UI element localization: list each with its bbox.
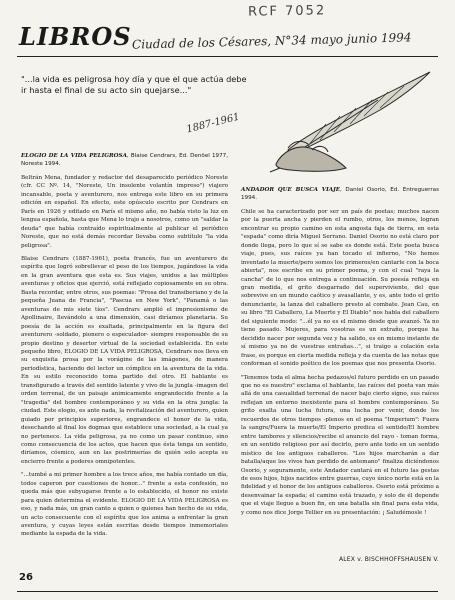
handwritten-citation: Ciudad de los Césares, N°34 mayo junio 1994 — [131, 30, 412, 52]
body-paragraph: Blaise Cendrars (1887-1961), poeta francés, fue un aventurero de espíritu que logró sobrellevar el peso de los tiempos, jugándose la vida en la gran aventura que esta es. Sus viajes, unidos a las múltiples aventuras y oficios que ejerció, está reflejado copiosamente en su obra. Basta recordar, entre otros, sus poemas: "Prosa del transiberiano y de la pequeña Juana de Francia", "Pascua en New York", "Panamá o las aventuras de mis siete tíos". Cendrars amplió el impresionismo de Apollinaire, llevándolo a una dimensión, casi diríamos planetaria. Su poesía de la acción es exaltada, principalmente en la figura del aventurero -soldado, pionero o especulador- siempre responsable de su propio destino y desertor virtual de la sociedad establecida. En este pequeño libro, ELOGIO DE LA VIDA PELIGROSA, Cendrars nos lleva en su exquisita prosa por la vorágine de las imágenes, de manera periodística, haciendo del lector un cómplice en la aventura de la vida. En su estilo reconocido toma partido del otro. El hablante es transfigurado a través del sentido latente y vivo de la jungla -imagen del orden terrenal, de un paisaje animicamente engrandecido frente a la "tragedia" del hombre contemporáneo y su vida en la otra jungla: la ciudad. Este elogio, es ante nada, la revitalización del aventurero, quien guiado por principios superiores, engrandece el honor de la vida, desechando al final los dogmas que establece una sociedad, a la cual ya no pertenece. La vida peligrosa, ya no como un pasar continuo, sino como consecuencia de los actos, que hacen que ésta tenga un sentido, diríamos, cósmico, aun en las postrimerías de quién solo acepta su encierro frente a poderes omnipotentes. — [21, 255, 228, 465]
body-paragraph: "...tumbé a mi primer hombre a los trece años, me había contado un día, todos caperon por cuestiones de honor..." frente a esta confesión, no queda más que subyugarse frente a lo establecido, el honor no existe para quien determina el evidente. ELOGIO DE LA VIDA PELIGROSA es eso, y nada más, un gran canto a quien o quienes han hecho de su vida, un acto consecuente con el espíritu que los anima a enfrentar la gran aventura, y cuyas leyes están escritas desde tiempos inmemoriales mediante la espada de la vida. — [21, 472, 228, 538]
review-heading — [241, 186, 439, 203]
quill-hand-illustration — [268, 64, 436, 174]
author-signature: ALEX v. BISCHHOFFSHAUSEN V. — [338, 556, 439, 563]
header-rule — [17, 56, 438, 57]
page-number: 26 — [19, 572, 33, 583]
body-paragraph: Beltrán Mena, fundador y redactor del desaparecido periódico Noreste (cfr. CC Nº. 14, "Noreste, Un insolente volantín impreso") viajero incansable, poeta y aventurero, nos entrega este libro en su primera edición en español. En efecto, este opúsculo escrito por Cendrars en París en 1926 y editado en París el mismo año, no había visto la luz en lengua española, hasta que Mena lo trajo a nosotros, como un "saldar la deuda" que había contraído espiritualmente al publicar el periódico Noreste, que no está demás recordar llevaba como subtítulo "la vida peligrosa". — [21, 174, 228, 249]
review-column-right — [241, 186, 439, 522]
review-source: , Daniel Osorio, Ed. Entreguerras 1994. — [241, 187, 439, 202]
review-title: ELOGIO DE LA VIDA PELIGROSA — [21, 153, 127, 159]
body-paragraph: Chile se ha caracterizado por ser un país de poetas; muchos nacen por la puerta ancha y pierden el rumbo, otros, los menos, logran encontrar su propio camino en esta angosta faja de tierra, en esta "espada" como diría Miguel Serrano. Daniel Osorio no está claro por donde llega, pero lo que sí se sabe es donde está. Este poeta busca viaje, pues, sus raíces ya han tocado el infierno, "No hemos inventado la muerte/pero somos los primeros/en cantarle con la boca abierta", nos escribe en su primer poema, y con el cual "raya la cancha" de lo que nos entrega a continuación. Su poesía refleja en gran medida, el grito desgarrado del superviviente, del que sobrevive en un mundo caótico y avasallante, y es, ante todo el grito denunciante, la lanza del caballero presto al combate. Jean Cau, en su libro "El Caballero, La Muerte y El Diablo" nos habla del caballero del siguiente modo: "...él ya no es el mismo desde que avanzó. Ya no tiene pasado. Mujeres, para vosotras es un extraño, porque ha decidido nacer por segunda vez y ha salido, es en mismo instante de sí mismo ya no de vuestras entrañas...", si traigo a colación esta frase, es porque en cierta medida refleja y da cuenta de las notas que conforman el sonido poético de los poemas que nos presenta Osorio. — [241, 208, 439, 368]
review-column-left — [21, 152, 228, 544]
review-heading — [21, 152, 228, 169]
review-title: ANDADOR QUE BUSCA VIAJE — [241, 187, 341, 193]
review-source: , Blaise Cendrars, Ed. Denöel 1977, Noreste 1994. — [21, 153, 229, 168]
pull-quote: "...la vida es peligrosa hoy día y que el que actúa debe ir hasta el final de su acto sin quejarse..." — [21, 74, 247, 95]
footer-rule — [17, 591, 438, 592]
archive-stamp: RCF 7052 — [247, 3, 327, 20]
handwritten-dates: 1887-1961 — [185, 111, 241, 136]
body-paragraph: "Tenemos toda el alma hecha pedazos/el futuro perdido en un pasado que no es nuestro" exclama el hablante, las raíces del poeta van más allá de una casualidad terrenal de nacer bajo cierto signo, sus raíces reflejan un entorno inexistente para el hombre contemporáneo. Su grito exalta una lucha futura, una lucha por venir, donde los recuerdos de otros tiempos -plenos en el poema "Imperium": Fuera la sangre/Fuera la muerte/El Imperio predica el sentido/El hombre entre tambores y silencios/recibe el anuncio del rayo - toman forma, en un sentido religioso por así decirlo, pero ante todo en un sentido místico de los antiguos caballeros. "Los hijos marcharán a dar batalla/aque los vivos han perdido de antemano" finaliza diciéndonos Osorio, y seguramente, este Andador cantará en el futuro las gestas de esos hijos, hijos nacidos entre guerras, cuyo único norte está en la fidelidad y el honor de los antiguos caballeros. Osorio está próximo a desenvainar la espada; el camino está trazado, y solo de él depende que el viaje llegue a buen fin, en una batalla sin final para esta vida, y como nos dice Jorge Tellier en su presentación: ¡ Saludémosle ! — [241, 374, 439, 516]
page-header — [17, 22, 438, 58]
section-title: LIBROS — [19, 22, 132, 51]
